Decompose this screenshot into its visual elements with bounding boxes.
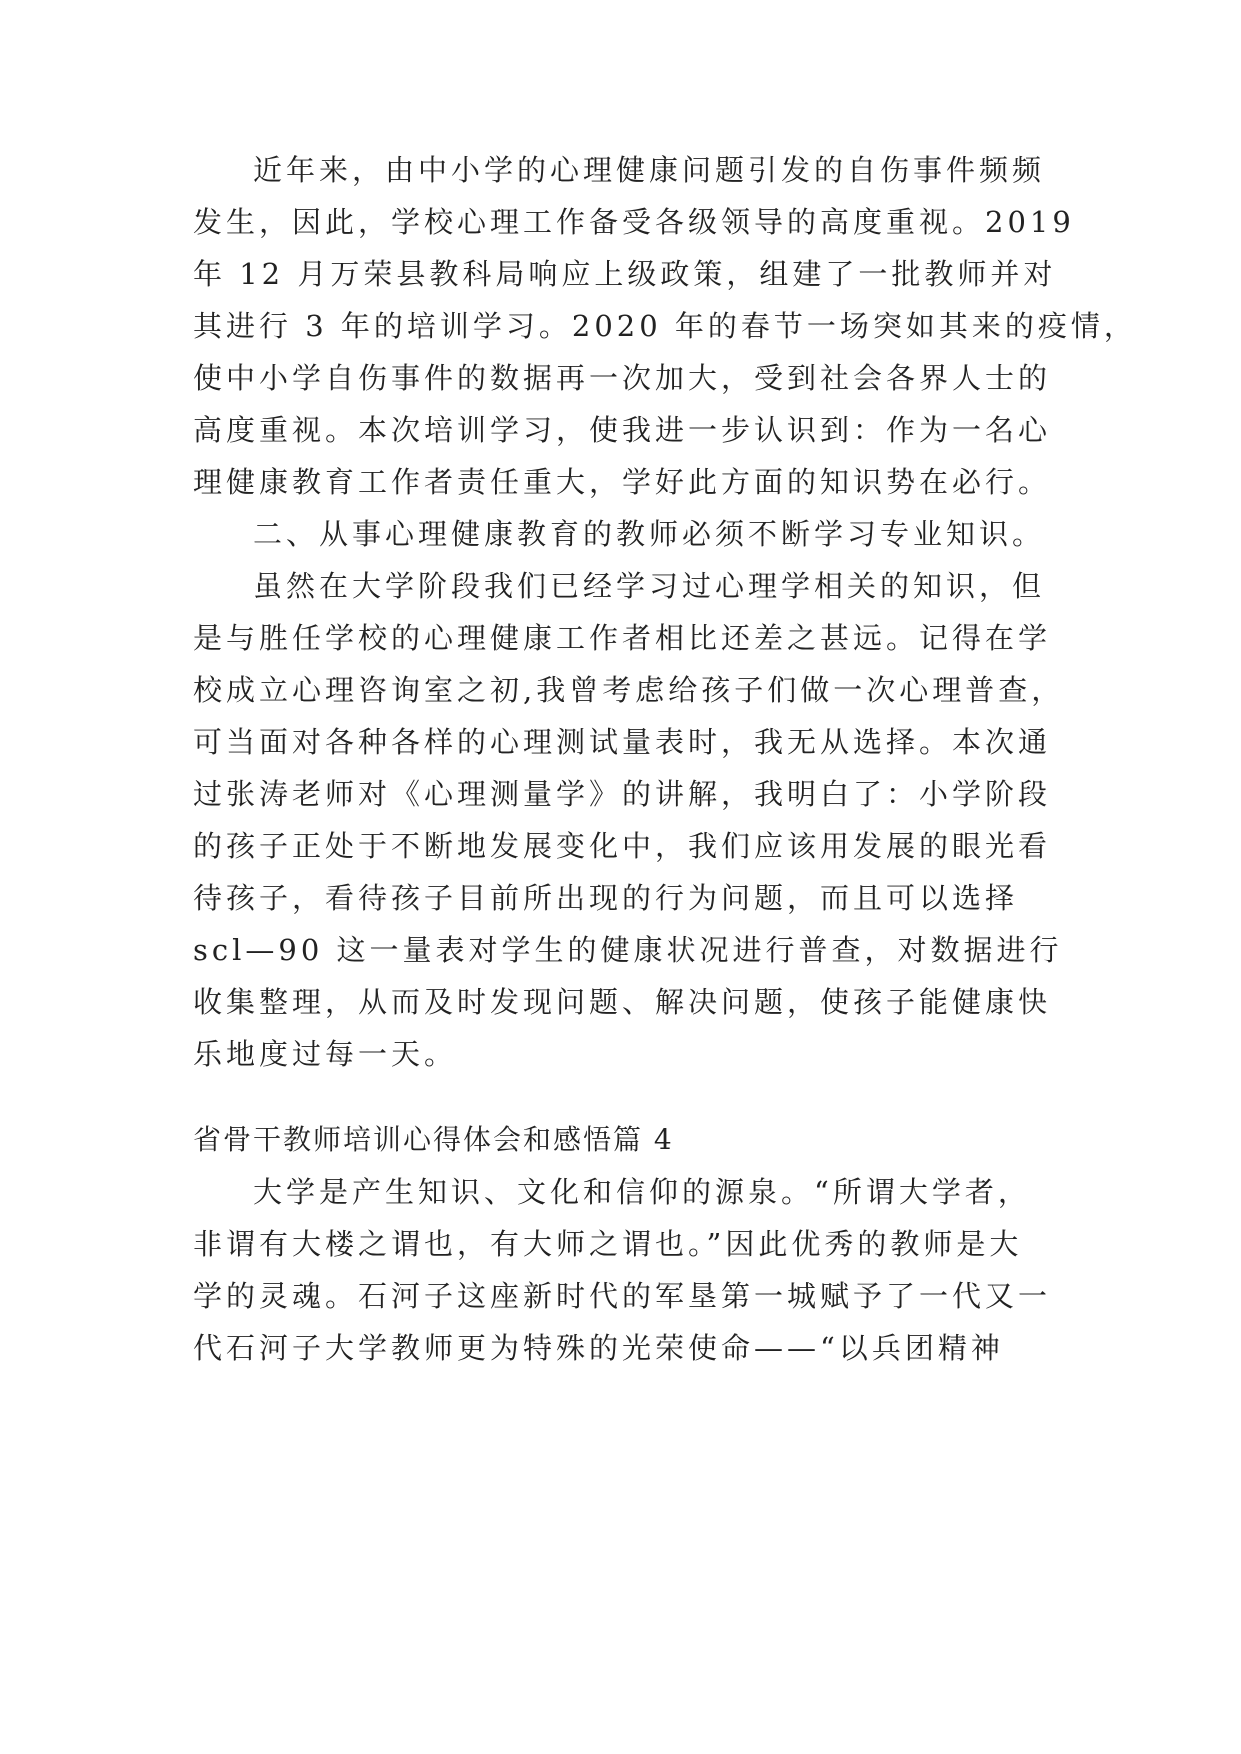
article-heading: 省骨干教师培训心得体会和感悟篇 4 [193,1123,674,1156]
paragraph-line: scl—90 这一量表对学生的健康状况进行普查，对数据进行 [193,933,1063,967]
paragraph-line: 校成立心理咨询室之初,我曾考虑给孩子们做一次心理普查， [193,673,1065,707]
paragraph-line: 大学是产生知识、文化和信仰的源泉。“所谓大学者， [253,1175,1031,1209]
paragraph-line: 是与胜任学校的心理健康工作者相比还差之甚远。记得在学 [193,621,1052,655]
paragraph-line: 年 12 月万荣县教科局响应上级政策，组建了一批教师并对 [193,257,1057,291]
paragraph-line: 过张涛老师对《心理测量学》的讲解，我明白了：小学阶段 [193,777,1052,811]
paragraph-line: 待孩子，看待孩子目前所出现的行为问题，而且可以选择 [193,881,1019,915]
section-point-two: 二、从事心理健康教育的教师必须不断学习专业知识。 [253,517,1046,551]
paragraph-line: 学的灵魂。石河子这座新时代的军垦第一城赋予了一代又一 [193,1279,1052,1313]
paragraph-line: 高度重视。本次培训学习，使我进一步认识到：作为一名心 [193,413,1052,447]
paragraph-line: 可当面对各种各样的心理测试量表时，我无从选择。本次通 [193,725,1052,759]
paragraph-line: 理健康教育工作者责任重大，学好此方面的知识势在必行。 [193,465,1052,499]
paragraph-line: 收集整理，从而及时发现问题、解决问题，使孩子能健康快 [193,985,1052,1019]
paragraph-line: 其进行 3 年的培训学习。2020 年的春节一场突如其来的疫情， [193,309,1137,343]
paragraph-line: 乐地度过每一天。 [193,1037,458,1071]
paragraph-line: 非谓有大楼之谓也，有大师之谓也。”因此优秀的教师是大 [193,1227,1023,1261]
paragraph-line: 代石河子大学教师更为特殊的光荣使命——“以兵团精神 [193,1331,1004,1365]
paragraph-line: 使中小学自伤事件的数据再一次加大，受到社会各界人士的 [193,361,1052,395]
paragraph-line: 的孩子正处于不断地发展变化中，我们应该用发展的眼光看 [193,829,1052,863]
paragraph-line: 发生，因此，学校心理工作备受各级领导的高度重视。2019 [193,205,1075,239]
paragraph-line: 近年来，由中小学的心理健康问题引发的自伤事件频频 [253,153,1046,187]
paragraph-line: 虽然在大学阶段我们已经学习过心理学相关的知识，但 [253,569,1046,603]
